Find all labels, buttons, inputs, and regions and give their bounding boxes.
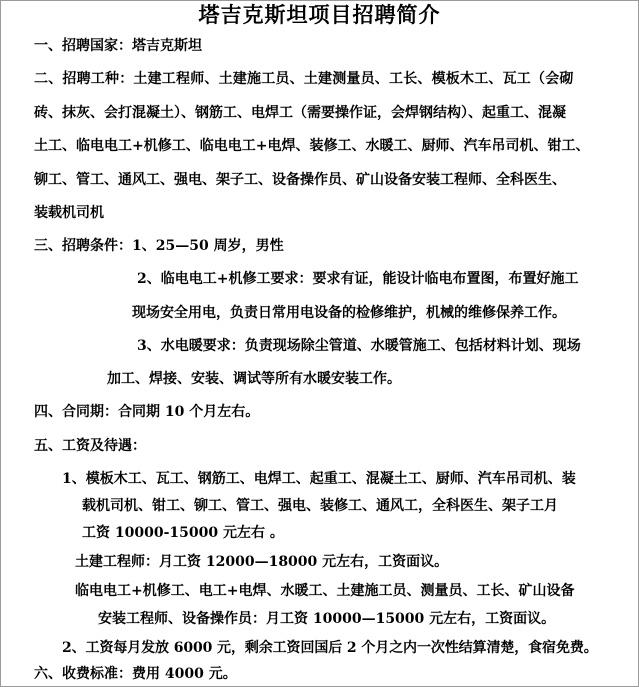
section-5-line-3: 工资 10000-15000 元左右 。 xyxy=(82,525,284,541)
section-2-line-2: 砖、抹灰、会打混凝土）、钢筋工、电焊工（需要操作证，会焊钢结构）、起重工、混凝 xyxy=(34,105,566,121)
section-5-line-7: 2、工资每月发放 6000 元，剩余工资回国后 2 个月之内一次性结算清楚，食宿免费。 xyxy=(62,640,598,656)
section-2-line-5: 装载机司机 xyxy=(34,205,104,221)
section-5-line-4: 土建工程师：月工资 12000—18000 元左右，工资面议。 xyxy=(75,554,449,570)
section-2-line-3: 土工、临电电工+机修工、临电电工+电焊、装修工、水暖工、厨师、汽车吊司机、钳工、 xyxy=(34,138,590,154)
section-2-line-4: 铆工、管工、通风工、强电、架子工、设备操作员、矿山设备安装工程师、全科医生、 xyxy=(34,172,566,188)
section-3-line-2: 2、临电电工+机修工要求：要求有证，能设计临电布置图，布置好施工 xyxy=(137,271,579,287)
section-3-line-5: 加工、焊接、安装、调试等所有水暖安装工作。 xyxy=(107,371,401,387)
section-3-line-3: 现场安全用电，负责日常用电设备的检修维护，机械的维修保养工作。 xyxy=(132,305,566,321)
section-5-line-6: 安装工程师、设备操作员：月工资 10000—15000 元左右，工资面议。 xyxy=(98,611,556,627)
section-6-fee: 六、收费标准：费用 4000 元。 xyxy=(34,666,237,682)
section-3-line-4: 3、水电暖要求：负责现场除尘管道、水暖管施工、包括材料计划、现场 xyxy=(137,338,581,354)
section-5-line-5: 临电电工+机修工、电工+电焊、水暖工、土建施工员、测量员、工长、矿山设备 xyxy=(75,583,575,599)
section-5-heading: 五、工资及待遇： xyxy=(34,438,146,454)
document-title: 塔吉克斯坦项目招聘简介 xyxy=(198,2,441,27)
section-2-line-1: 二、招聘工种：土建工程师、土建施工员、土建测量员、工长、模板木工、瓦工（会砌 xyxy=(34,71,574,87)
section-4-contract: 四、合同期：合同期 10 个月左右。 xyxy=(34,404,260,420)
section-5-line-2: 载机司机、钳工、铆工、管工、强电、装修工、通风工，全科医生、架子工月 xyxy=(82,498,558,514)
section-3-line-1: 三、招聘条件：1、25—50 周岁，男性 xyxy=(34,238,284,254)
section-5-line-1: 1、模板木工、瓦工、钢筋工、电焊工、起重工、混凝土工、厨师、汽车吊司机、装 xyxy=(62,471,576,487)
section-1-country: 一、招聘国家：塔吉克斯坦 xyxy=(34,38,202,54)
